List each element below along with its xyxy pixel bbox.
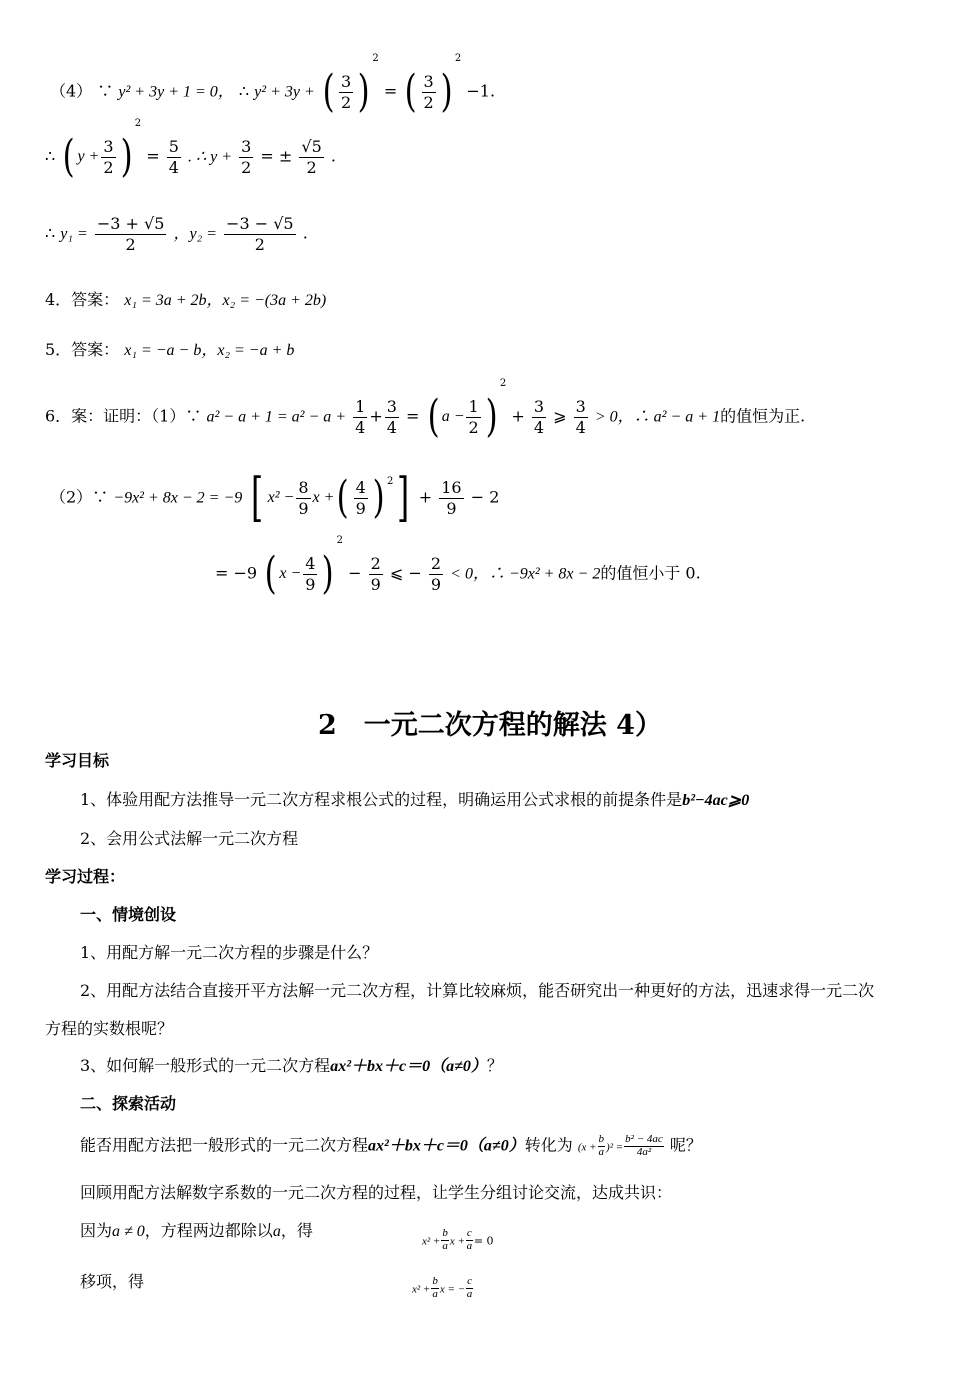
explore-4: 移项，得	[80, 1272, 145, 1291]
explore-1: 能否用配方法把一般形式的一元二次方程ax²＋bx＋c＝0（a≠0）转化为 (x + $\frac{b}{a}$ )² = $\frac{\text{b² − 4ac}}{\text{4a²}}$ 呢？	[80, 1133, 702, 1158]
because-symbol: ∵	[97, 81, 114, 101]
answer-6-part1: 6．案：证明：（1）∵ a² − a + 1 = a² − a + $\frac{1}{4}$ + $\frac{3}{4}$ = ( a − $\frac{1}{2}$ ) $^2$ + $\frac{3}{4}$ ⩾ $\frac{3}{4}$ > 0，∴ a² − a + 1的值恒为正.	[45, 378, 806, 442]
goal-2: 2、会用公式法解一元二次方程	[80, 829, 299, 848]
step4-eq1: y² + 3y + 1 = 0，	[118, 83, 234, 101]
goals-heading: 学习目标	[45, 751, 110, 770]
step4-label: （4）	[50, 81, 93, 101]
explore-3-eq: x² + $\frac{b}{a}$ x + $\frac{c}{a}$ = 0	[422, 1227, 494, 1252]
step4-line1: （4） ∵ y² + 3y + 1 = 0， ∴ y² + 3y + ( $\frac{3}{2}$ ) $^2$ = ( $\frac{3}{2}$ ) $^2$ −1.	[50, 53, 496, 117]
therefore-symbol: ∴	[238, 81, 250, 101]
answer-6-part2: （2）∵ −9x² + 8x − 2 = −9 [ x² − $\frac{8}{9}$ x + ( $\frac{4}{9}$ ) $^2$ ] + $\frac{16}{9}$ − 2	[50, 468, 500, 528]
explore-2: 回顾用配方法解数字系数的一元二次方程的过程，让学生分组讨论交流，达成共识：	[80, 1183, 673, 1202]
question-1: 1、用配方解一元二次方程的步骤是什么？	[80, 943, 379, 962]
goal-1: 1、体验用配方法推导一元二次方程求根公式的过程，明确运用公式求根的前提条件是b²−4ac⩾0	[80, 790, 750, 809]
paren-group: ( $\frac{3}{2}$ )	[404, 66, 453, 117]
paren-group: ( $\frac{3}{2}$ )	[322, 66, 370, 117]
question-2b: 方程的实数根呢？	[45, 1019, 174, 1038]
answer-6-part2-cont: = −9 ( x − $\frac{4}{9}$ ) $^2$ − $\frac{2}{9}$ ⩽ − $\frac{2}{9}$ < 0，∴ −9x² + 8x − 2的值恒小于 0.	[215, 535, 701, 599]
question-2a: 2、用配方法结合直接开平方法解一元二次方程，计算比较麻烦，能否研究出一种更好的方法，迅速求得一元二次	[80, 981, 875, 1000]
process-heading: 学习过程：	[45, 867, 126, 886]
explore-4-eq: x² + $\frac{b}{a}$ x = − $\frac{c}{a}$	[412, 1275, 473, 1300]
section-title: 2 一元二次方程的解法 4）	[318, 710, 662, 741]
step4-eq1-rhs: y² + 3y +	[254, 83, 315, 101]
answer-4: 4．答案： x₁ = 3a + 2b，x₂ = −(3a + 2b)	[45, 290, 327, 309]
explore-3: 因为a ≠ 0，方程两边都除以a，得	[80, 1221, 313, 1240]
step4-eq1-tail: −1.	[466, 81, 496, 101]
subheading-2: 二、探索活动	[80, 1094, 177, 1113]
step4-line2: ∴ ( y + $\frac{3}{2}$ ) $^2$ = $\frac{5}{4}$ . ∴ y + $\frac{3}{2}$ = ± $\frac{√5}{2}$ .	[45, 118, 336, 182]
subheading-1: 一、情境创设	[80, 905, 177, 924]
answer-5: 5．答案： x₁ = −a − b，x₂ = −a + b	[45, 340, 295, 359]
step4-line3: ∴ y₁ = $\frac{-3 + √5}{2}$ ，y₂ = $\frac{-3 - √5}{2}$ .	[45, 214, 308, 254]
question-3: 3、如何解一般形式的一元二次方程ax²＋bx＋c＝0（a≠0）？	[80, 1056, 503, 1075]
